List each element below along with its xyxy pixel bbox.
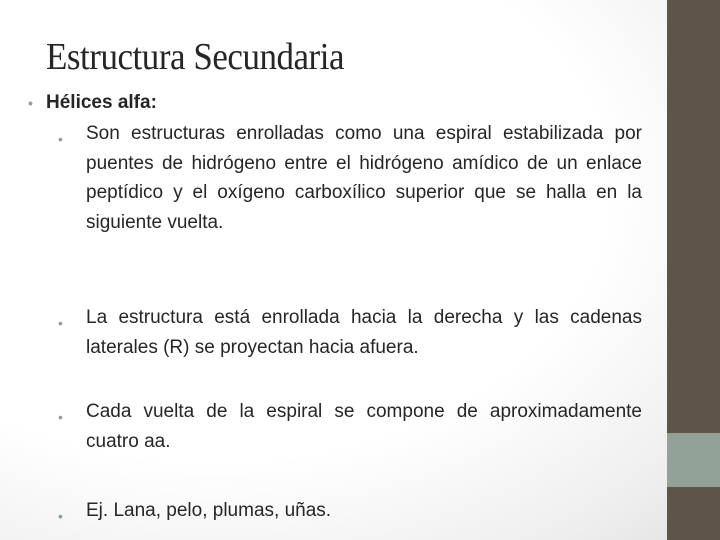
- slide-title: Estructura Secundaria: [46, 36, 345, 78]
- sub-bullet-text: La estructura está enrollada hacia la derecha y las cadenas laterales (R) se proyectan hacia afuera.: [86, 307, 642, 358]
- heading-bullet: [28, 92, 646, 114]
- bullet-dot-icon: •: [58, 315, 63, 331]
- sub-bullet-1: [58, 119, 642, 237]
- bullet-dot-icon: •: [58, 131, 63, 147]
- sub-bullet-text: Ej. Lana, pelo, plumas, uñas.: [86, 500, 332, 521]
- sub-bullet-text: Cada vuelta de la espiral se compone de aproximadamente cuatro aa.: [86, 401, 642, 452]
- sub-bullet-3: [58, 397, 642, 456]
- heading-text: Hélices alfa:: [46, 92, 157, 113]
- bullet-dot-icon: •: [58, 508, 63, 524]
- sub-bullet-text: Son estructuras enrolladas como una espiral estabilizada por puentes de hidrógeno entre el hidrógeno amídico de un enlace peptídico y el oxígeno carboxílico superior que se halla en la siguiente vuelta.: [86, 123, 642, 233]
- sub-bullet-4: [58, 496, 642, 526]
- sub-bullet-2: [58, 303, 642, 362]
- bullet-dot-icon: •: [28, 95, 33, 111]
- bullet-dot-icon: •: [58, 409, 63, 425]
